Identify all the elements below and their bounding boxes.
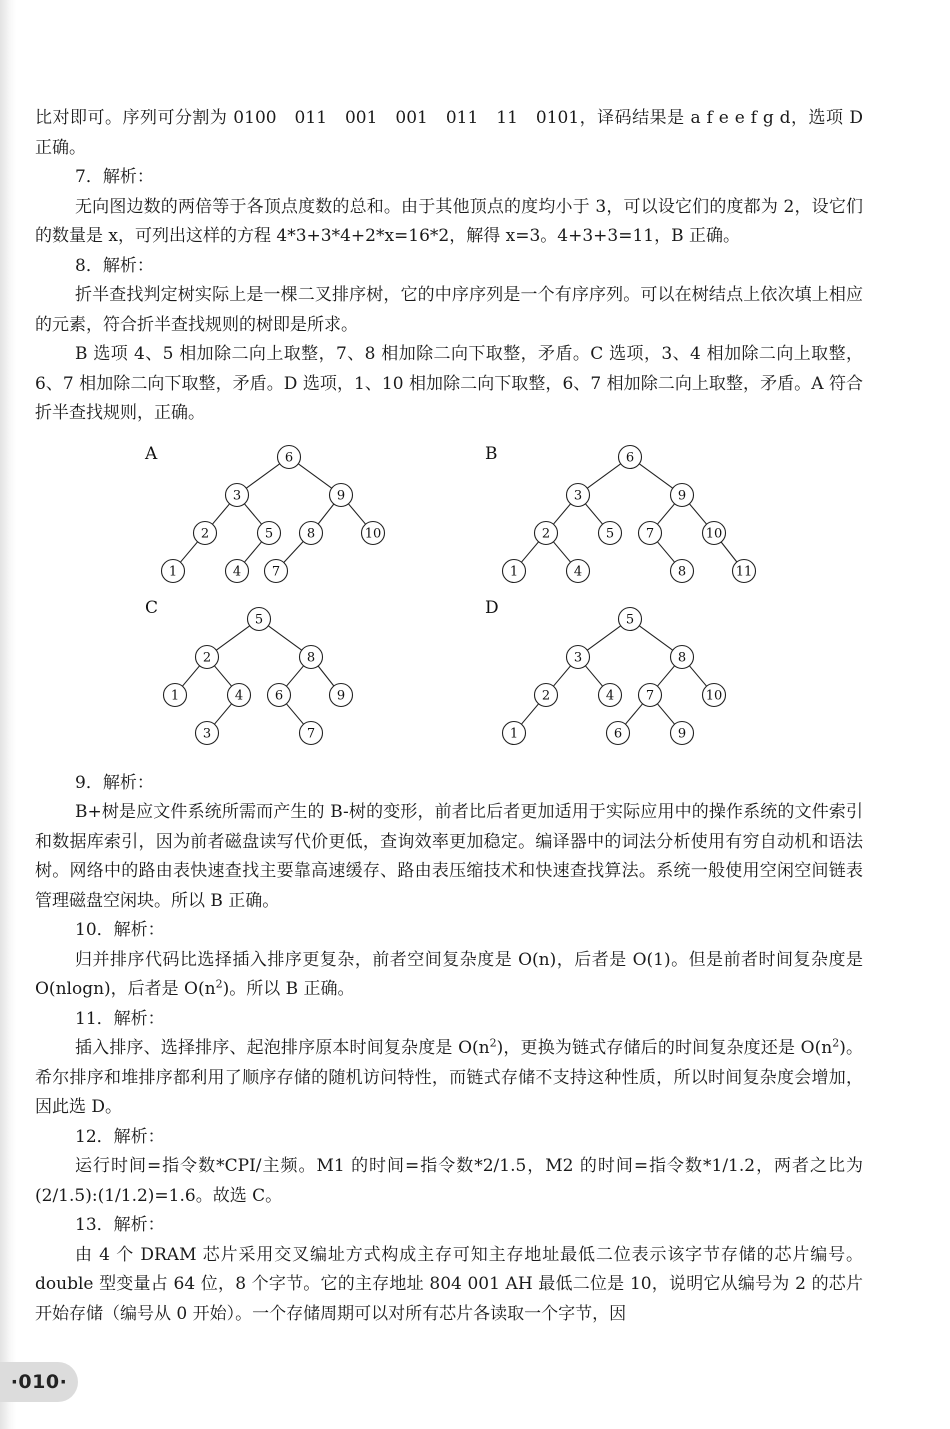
tree-label: C <box>145 597 159 618</box>
tree-edge <box>639 463 672 487</box>
svg-text:4: 4 <box>605 688 615 703</box>
svg-text:11: 11 <box>735 564 753 579</box>
tree-edge <box>587 625 620 649</box>
tree-edge <box>298 463 331 487</box>
svg-text:2: 2 <box>202 650 212 665</box>
tree-edge <box>180 541 197 561</box>
paragraph-q6-tail: 比对即可。序列可分割为 0100 011 001 001 011 11 0101，译码结果是 a f e e f g d，选项 D 正确。 <box>35 108 863 158</box>
tree-node <box>330 483 353 506</box>
heading-q8: 8．解析： <box>75 255 154 276</box>
q11-sup-2: 2 <box>832 1036 840 1050</box>
tree-edge <box>689 503 706 523</box>
tree-node <box>671 645 694 668</box>
tree-node <box>226 559 249 582</box>
svg-text:8: 8 <box>677 564 687 579</box>
tree-edge <box>284 541 303 562</box>
q11-text-c: )。希尔排序和堆排序都利用了顺序存储的随机访问特性，而链式存储不支持这种性质，所以时间复杂度会增加，因此选 D。 <box>35 1038 863 1117</box>
svg-text:10: 10 <box>705 688 723 703</box>
svg-text:5: 5 <box>254 612 264 627</box>
tree-node <box>164 683 187 706</box>
tree-B <box>485 444 756 583</box>
tree-edge <box>553 541 570 561</box>
tree-node <box>733 559 756 582</box>
tree-node <box>268 683 291 706</box>
q11-text-b: )，更换为链式存储后的时间复杂度还是 O(n <box>496 1038 833 1058</box>
heading-q13: 13．解析： <box>75 1215 165 1235</box>
tree-edge <box>268 625 301 649</box>
heading-q9: 9．解析： <box>75 772 154 793</box>
svg-text:7: 7 <box>271 564 281 579</box>
q10-sup: 2 <box>215 977 223 991</box>
svg-text:4: 4 <box>234 688 244 703</box>
tree-node <box>671 483 694 506</box>
tree-node <box>300 721 323 744</box>
heading-q10: 10．解析： <box>75 920 165 940</box>
svg-text:6: 6 <box>625 450 635 465</box>
tree-node <box>162 559 185 582</box>
q11-text-a: 插入排序、选择排序、起泡排序原本时间复杂度是 O(n <box>75 1038 490 1058</box>
tree-edge <box>657 503 674 523</box>
q10-text-a: 归并排序代码比选择插入排序更复杂，前者空间复杂度是 O(n)，后者是 O(1)。但是前者时间复杂度是 O(nlogn)，后者是 O(n <box>35 949 863 999</box>
q10-text-b: )。所以 B 正确。 <box>222 979 355 999</box>
q11-sup-1: 2 <box>489 1036 497 1050</box>
tree-edge <box>348 503 365 523</box>
tree-edge <box>318 666 334 686</box>
tree-edge <box>214 703 231 723</box>
tree-node <box>300 521 323 544</box>
tree-edge <box>657 541 674 561</box>
tree-node <box>228 683 251 706</box>
heading-q12: 12．解析： <box>75 1126 165 1147</box>
tree-node <box>503 721 526 744</box>
svg-text:9: 9 <box>677 488 687 503</box>
svg-text:9: 9 <box>677 726 687 741</box>
svg-text:1: 1 <box>509 726 519 741</box>
tree-node <box>535 683 558 706</box>
tree-edge <box>553 665 570 685</box>
tree-node <box>196 645 219 668</box>
tree-label: B <box>485 443 498 464</box>
tree-node <box>619 445 642 468</box>
tree-label: D <box>485 597 499 618</box>
svg-text:1: 1 <box>170 688 180 703</box>
svg-text:2: 2 <box>541 526 551 541</box>
tree-node <box>248 607 271 630</box>
tree-node <box>503 559 526 582</box>
svg-text:4: 4 <box>232 564 242 579</box>
paragraph-q12: 运行时间=指令数*CPI/主频。M1 的时间=指令数*2/1.5，M2 的时间=指令数*1/1.2，两者之比为(2/1.5):(1/1.2)=1.6。故选 C。 <box>35 1156 863 1206</box>
svg-text:1: 1 <box>168 564 178 579</box>
svg-text:8: 8 <box>677 650 687 665</box>
tree-edge <box>214 665 231 685</box>
tree-node <box>226 483 249 506</box>
svg-text:5: 5 <box>625 612 635 627</box>
tree-edge <box>244 503 261 523</box>
svg-text:3: 3 <box>573 650 583 665</box>
svg-text:1: 1 <box>509 564 519 579</box>
trees-svg <box>35 435 863 765</box>
svg-text:3: 3 <box>232 488 242 503</box>
svg-text:2: 2 <box>200 526 210 541</box>
tree-edge <box>587 463 620 487</box>
tree-edge <box>585 503 602 523</box>
tree-edge <box>639 625 672 649</box>
paragraph-q8-1: 折半查找判定树实际上是一棵二叉排序树，它的中序序列是一个有序序列。可以在树结点上依次填上相应的元素，符合折半查找规则的树即是所求。 <box>35 285 863 335</box>
tree-edge <box>585 665 602 685</box>
svg-text:3: 3 <box>573 488 583 503</box>
tree-edge <box>318 504 334 524</box>
tree-node <box>703 521 726 544</box>
tree-node <box>330 683 353 706</box>
svg-text:7: 7 <box>645 688 655 703</box>
tree-edge <box>246 463 279 487</box>
tree-node <box>362 521 385 544</box>
tree-edge <box>216 625 249 649</box>
tree-node <box>671 721 694 744</box>
tree-node <box>300 645 323 668</box>
tree-node <box>671 559 694 582</box>
page-number: ·010· <box>0 1362 78 1402</box>
tree-node <box>703 683 726 706</box>
paragraph-q13: 由 4 个 DRAM 芯片采用交叉编址方式构成主存可知主存地址最低二位表示该字节存储的芯片编号。double 型变量占 64 位，8 个字节。它的主存地址 804 001 AH 最低二位是 10，说明它从编号为 2 的芯片开始存储（编号从 0 开始）。一个存储周期可以对所有芯片各读取一个字节，因 <box>35 1244 863 1324</box>
svg-text:5: 5 <box>605 526 615 541</box>
tree-D <box>485 598 726 745</box>
tree-edge <box>553 503 570 523</box>
svg-text:9: 9 <box>336 488 346 503</box>
svg-text:6: 6 <box>284 450 294 465</box>
svg-text:3: 3 <box>202 726 212 741</box>
tree-edge <box>521 703 538 723</box>
tree-edge <box>521 541 538 561</box>
svg-text:4: 4 <box>573 564 583 579</box>
svg-text:10: 10 <box>364 526 382 541</box>
svg-text:8: 8 <box>306 526 316 541</box>
tree-node <box>196 721 219 744</box>
tree-edge <box>212 503 229 523</box>
tree-A <box>144 444 385 583</box>
tree-node <box>567 559 590 582</box>
tree-node <box>278 445 301 468</box>
svg-text:8: 8 <box>306 650 316 665</box>
tree-label: A <box>145 443 158 464</box>
tree-node <box>599 683 622 706</box>
tree-node <box>567 645 590 668</box>
tree-edge <box>244 541 261 561</box>
paragraph-q9: B+树是应文件系统所需而产生的 B-树的变形，前者比后者更加适用于实际应用中的操作系统的文件索引和数据库索引，因为前者磁盘读写代价更低，查询效率更加稳定。编译器中的词法分析使用有穷自动机和语法树。网络中的路由表快速查找主要靠高速缓存、路由表压缩技术和快速查找算法。系统一般使用空闲空间链表管理磁盘空闲块。所以 B 正确。 <box>35 802 863 911</box>
tree-node <box>258 521 281 544</box>
heading-q7: 7．解析： <box>75 167 154 187</box>
tree-node <box>265 559 288 582</box>
tree-edge <box>657 665 674 685</box>
svg-text:9: 9 <box>336 688 346 703</box>
svg-text:6: 6 <box>613 726 623 741</box>
tree-node <box>599 521 622 544</box>
tree-edge <box>182 665 199 685</box>
tree-node <box>619 607 642 630</box>
svg-text:7: 7 <box>645 526 655 541</box>
tree-node <box>639 683 662 706</box>
svg-text:7: 7 <box>306 726 316 741</box>
tree-node <box>535 521 558 544</box>
svg-text:2: 2 <box>541 688 551 703</box>
svg-text:10: 10 <box>705 526 723 541</box>
paragraph-q7: 无向图边数的两倍等于各顶点度数的总和。由于其他顶点的度均小于 3，可以设它们的度都为 2，设它们的数量是 x，可列出这样的方程 4*3+3*4+2*x=16*2，解得 x=3。4+3+3=11，B 正确。 <box>35 196 863 246</box>
tree-edge <box>657 703 674 723</box>
heading-q11: 11．解析： <box>75 1008 165 1029</box>
tree-node <box>607 721 630 744</box>
paragraph-q8-2: B 选项 4、5 相加除二向上取整，7、8 相加除二向下取整，矛盾。C 选项，3、4 相加除二向上取整，6、7 相加除二向下取整，矛盾。D 选项，1、10 相加除二向下取整，6、7 相加除二向上取整，矛盾。A 符合折半查找规则，正确。 <box>35 344 863 423</box>
page-content <box>35 104 863 1329</box>
tree-node <box>194 521 217 544</box>
tree-edge <box>625 703 642 723</box>
tree-edge <box>721 542 737 562</box>
tree-edge <box>286 703 303 723</box>
binary-search-trees-figure <box>35 435 863 765</box>
svg-text:6: 6 <box>274 688 284 703</box>
svg-text:5: 5 <box>264 526 274 541</box>
paragraph-q10 <box>35 946 863 1005</box>
tree-edge <box>689 665 706 685</box>
tree-node <box>567 483 590 506</box>
page-edge-shadow <box>0 0 16 1429</box>
tree-C <box>145 598 353 745</box>
tree-edge <box>286 665 303 685</box>
tree-node <box>639 521 662 544</box>
paragraph-q11 <box>35 1034 863 1123</box>
